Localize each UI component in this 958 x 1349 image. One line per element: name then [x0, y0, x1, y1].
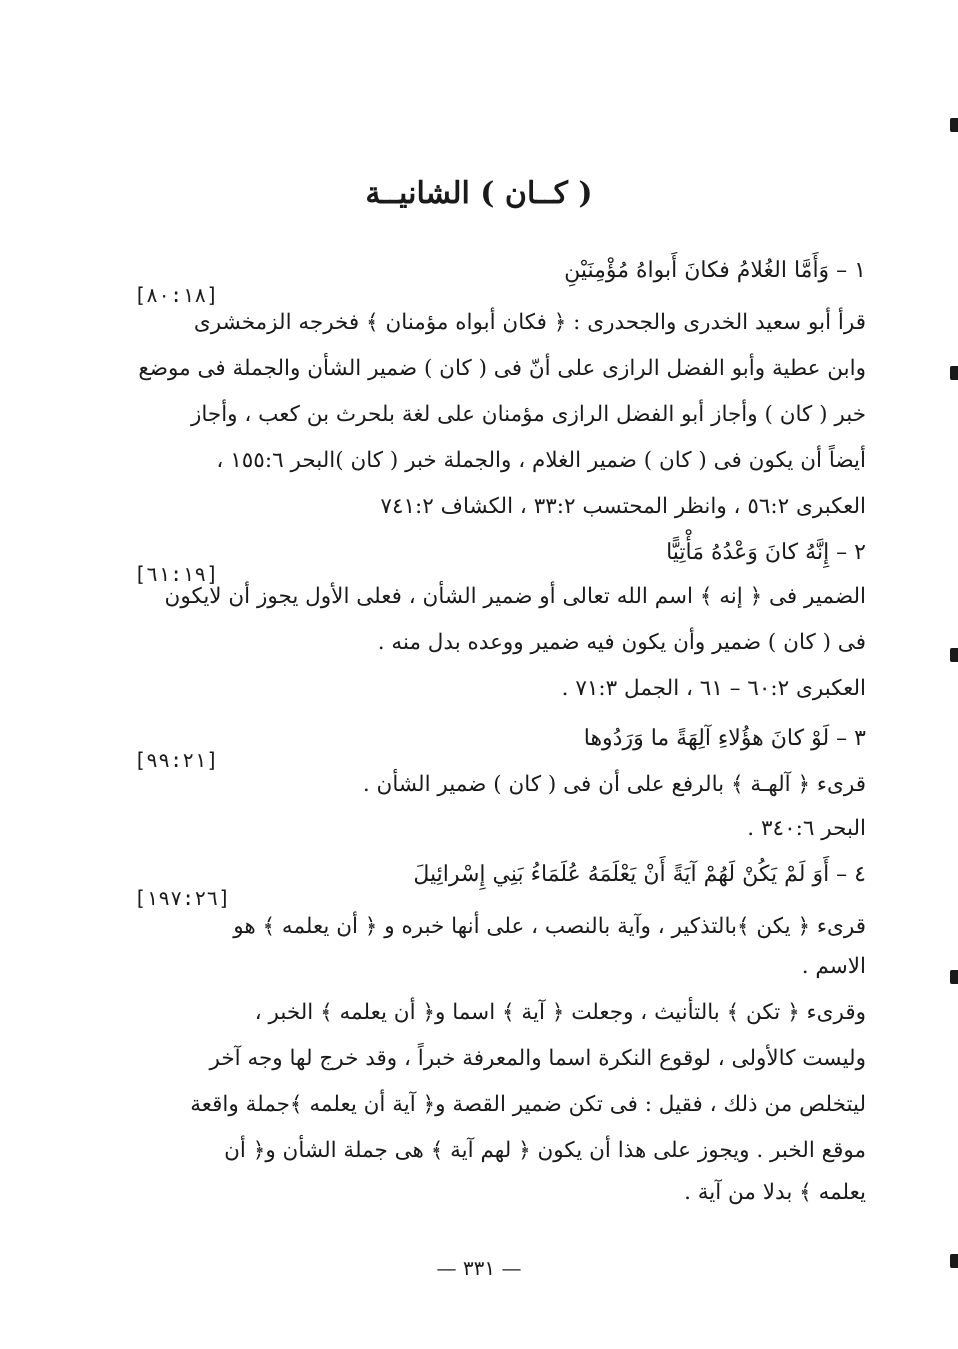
verse-3-reference: [٩٩:٢١] [134, 748, 219, 772]
citation-line: البحر ٣٤٠:٦ . [747, 816, 866, 841]
commentary-line: خبر ( كان ) وأجاز أبو الفضل الرازى مؤمنان على لغة بلحرث بن كعب ، وأجاز [190, 402, 866, 427]
commentary-line: ليتخلص من ذلك ، فقيل : فى تكن ضمير القصة و﴿ آية أن يعلمه ﴾جملة واقعة [190, 1092, 866, 1117]
margin-mark [950, 970, 958, 984]
commentary-line: الاسم . [801, 954, 866, 979]
verse-1: ١ – وَأَمَّا الغُلامُ فكانَ أَبواهُ مُؤْمِنَيْنِ [564, 258, 866, 283]
commentary-line: وليست كالأولى ، لوقوع النكرة اسما والمعرفة خبراً ، وقد خرج لها وجه آخر [209, 1046, 866, 1071]
verse-1-reference: [٨٠:١٨] [134, 283, 219, 307]
commentary-line: قرىء ﴿ آلهـة ﴾ بالرفع على أن فى ( كان ) ضمير الشأن . [362, 772, 866, 797]
commentary-line: وابن عطية وأبو الفضل الرازى على أنّ فى ( كان ) ضمير الشأن والجملة فى موضع [138, 356, 866, 381]
commentary-line: يعلمه ﴾ بدلا من آية . [684, 1180, 866, 1205]
verse-3: ٣ – لَوْ كانَ هؤُلاءِ آلِهَةً ما وَرَدُوها [583, 726, 866, 751]
page-title: ( كــان ) الشانيــة [365, 176, 593, 211]
commentary-line: وقرىء ﴿ تكن ﴾ بالتأنيث ، وجعلت ﴿ آية ﴾ اسما و﴿ أن يعلمه ﴾ الخبر ، [254, 1000, 866, 1025]
verse-2-reference: [٦١:١٩] [134, 562, 219, 586]
page-number: — ٣٣١ — [436, 1256, 522, 1280]
margin-mark [950, 366, 958, 380]
commentary-line: قرأ أبو سعيد الخدرى والجحدرى : ﴿ فكان أبواه مؤمنان ﴾ فخرجه الزمخشرى [193, 310, 866, 335]
commentary-line: الضمير فى ﴿ إنه ﴾ اسم الله تعالى أو ضمير الشأن ، فعلى الأول يجوز أن لايكون [164, 584, 866, 609]
verse-2: ٢ – إِنَّهُ كانَ وَعْدُهُ مَأْتِيًّا [666, 540, 866, 565]
commentary-line: موقع الخبر . ويجوز على هذا أن يكون ﴿ لهم آية ﴾ هى جملة الشأن و﴿ أن [224, 1138, 866, 1163]
citation-line: العكبرى ٦٠:٢ – ٦١ ، الجمل ٧١:٣ . [561, 676, 866, 701]
verse-4: ٤ – أَوَ لَمْ يَكُنْ لَهُمْ آيَةً أَنْ يَعْلَمَهُ عُلَمَاءُ بَنِي إِسْرائِيلَ [413, 862, 866, 887]
margin-mark [950, 118, 958, 132]
verse-4-reference: [١٩٧:٢٦] [134, 886, 231, 910]
margin-mark [950, 648, 958, 662]
commentary-line: قرىء ﴿ يكن ﴾بالتذكير ، وآية بالنصب ، على أنها خبره و ﴿ أن يعلمه ﴾ هو [233, 914, 866, 939]
citation-line: العكبرى ٥٦:٢ ، وانظر المحتسب ٣٣:٢ ، الكشاف ٧٤١:٢ [380, 494, 866, 519]
commentary-line: فى ( كان ) ضمير وأن يكون فيه ضمير ووعده بدل منه . [377, 630, 866, 655]
commentary-line: أيضاً أن يكون فى ( كان ) ضمير الغلام ، والجملة خبر ( كان )البحر ١٥٥:٦ ، [216, 448, 866, 473]
